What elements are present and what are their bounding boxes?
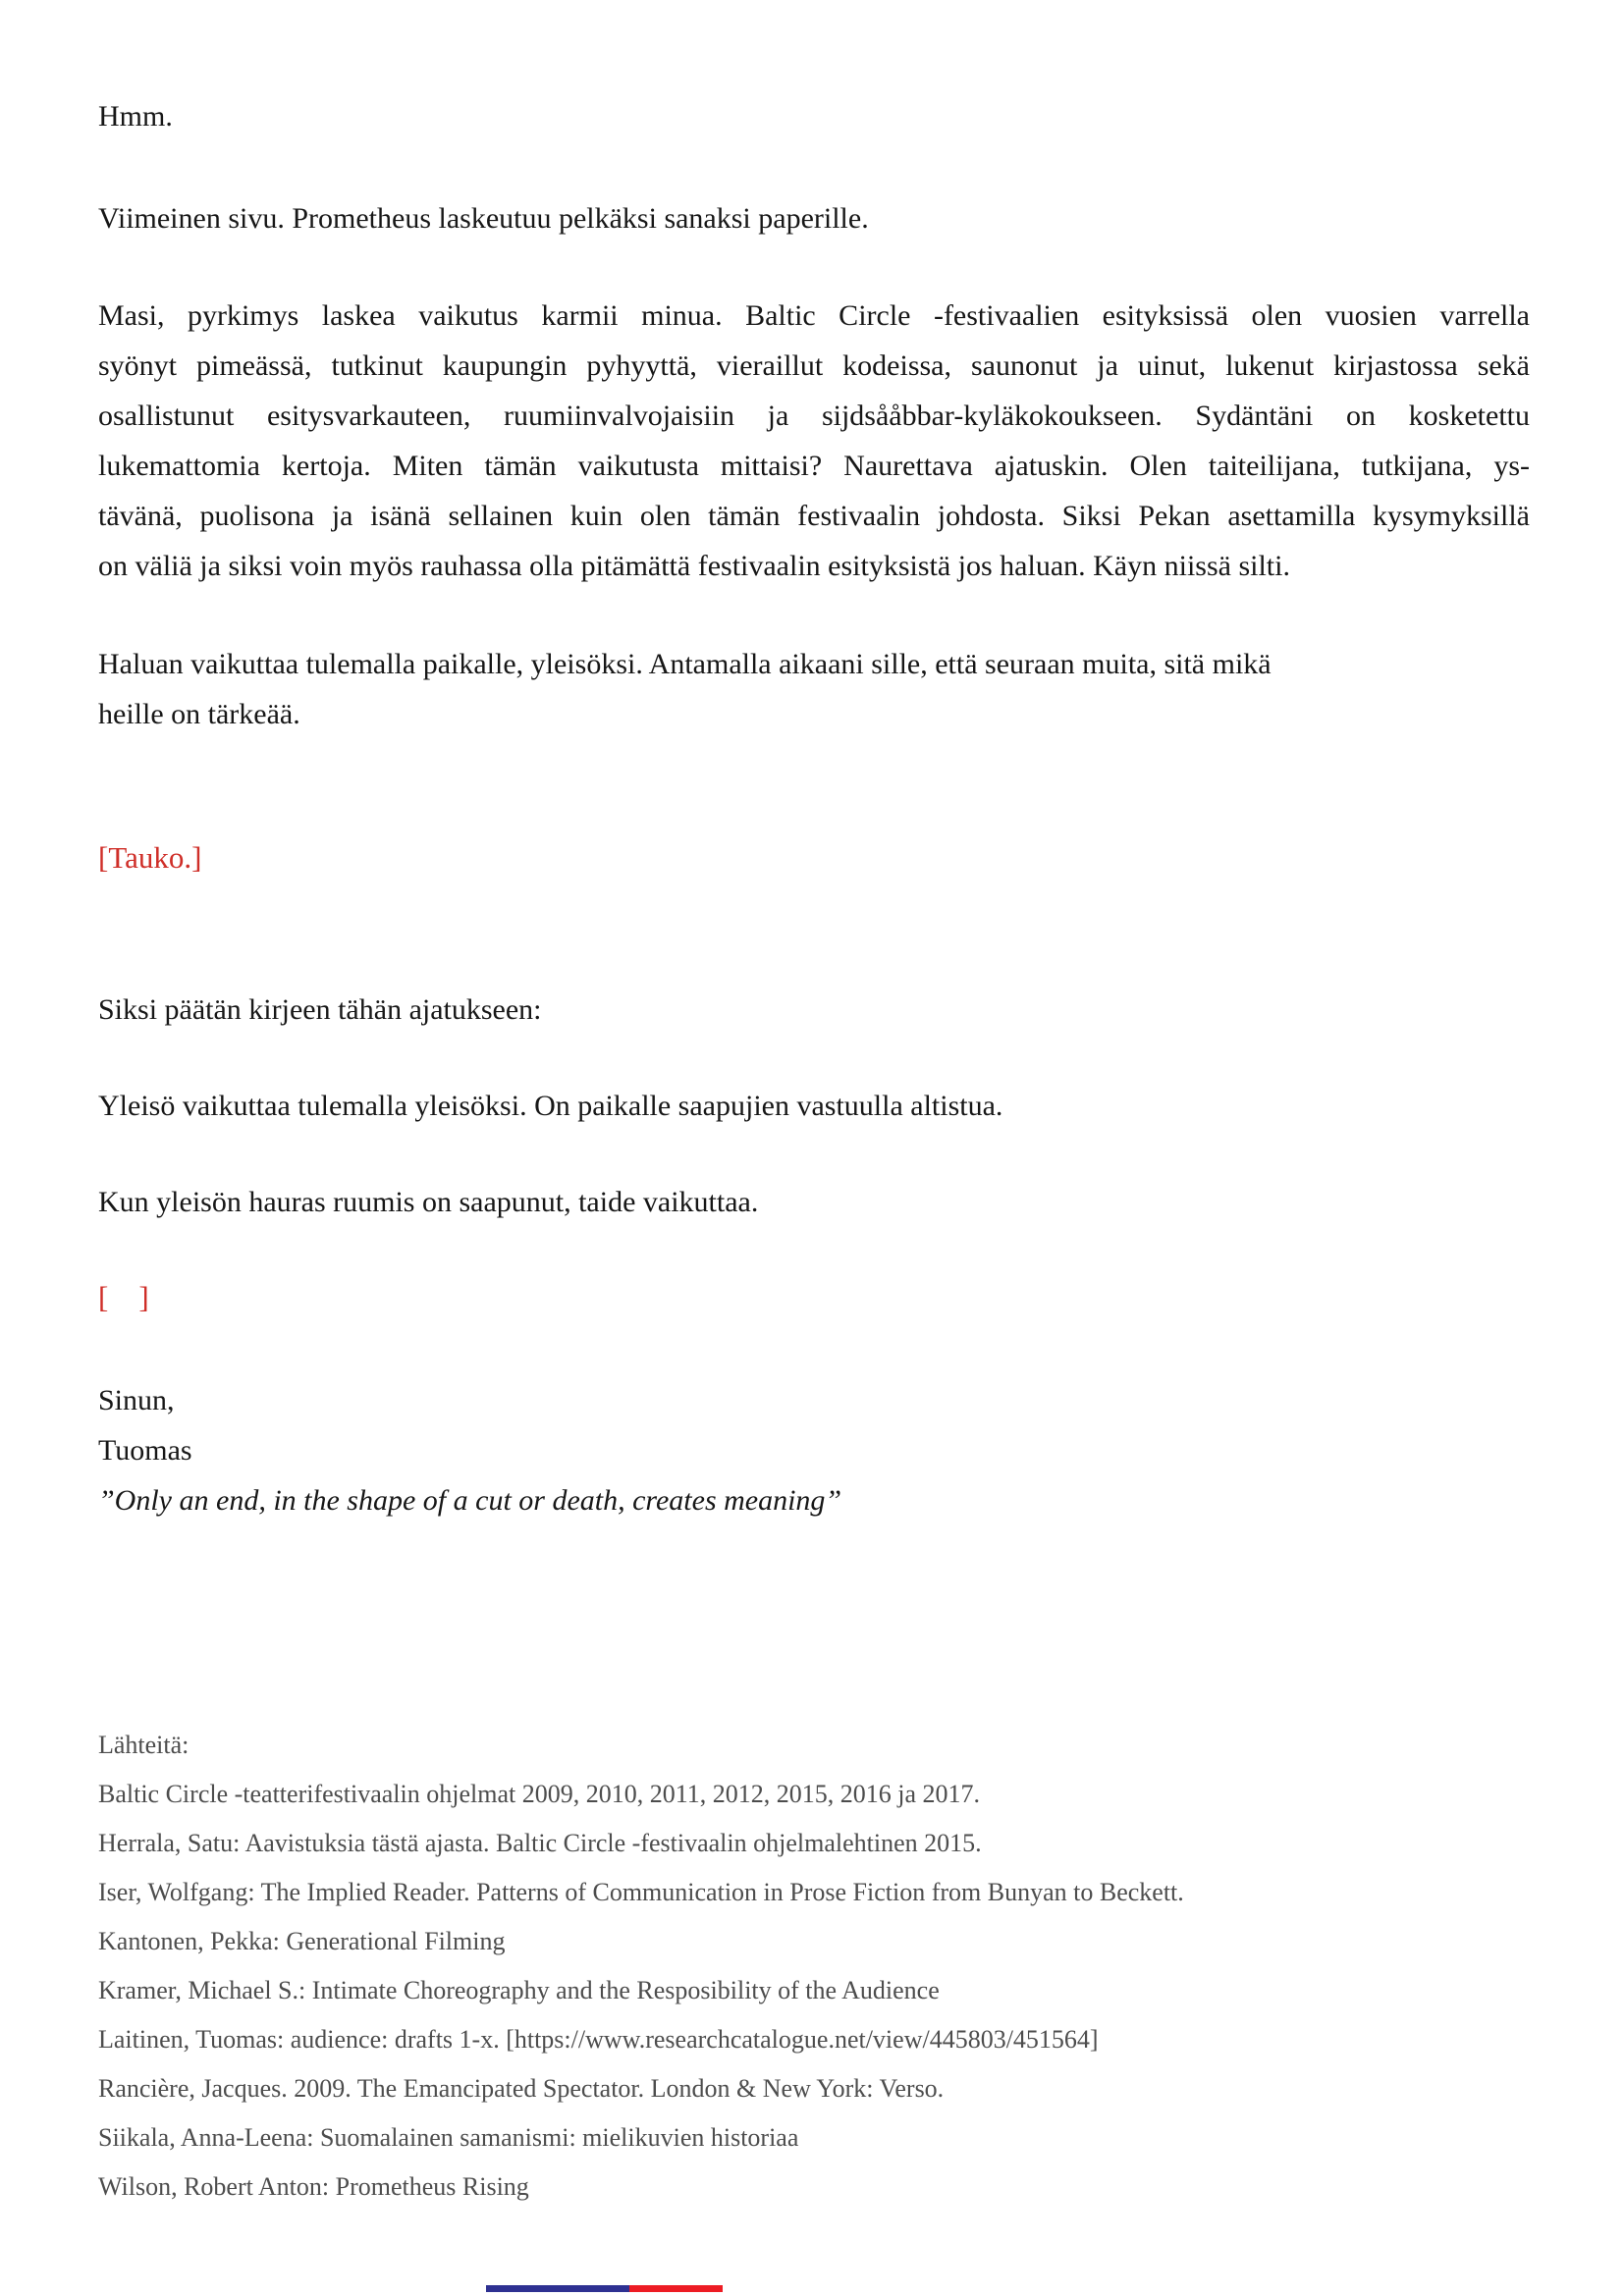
interjection-text: Hmm.	[98, 100, 173, 133]
influence-paragraph	[98, 639, 1530, 739]
paragraph-line: syönyt pimeässä, tutkinut kaupungin pyhyyttä, vieraillut kodeissa, saunonut ja uinut, lukenut kirjastossa sekä	[98, 349, 1530, 382]
empty-bracket-marker: [ ]	[98, 1280, 149, 1314]
reference-item: Siikala, Anna-Leena: Suomalainen samanismi: mielikuvien historiaa	[98, 2123, 799, 2152]
reference-item: Laitinen, Tuomas: audience: drafts 1-x. [https://www.researchcatalogue.net/view/445803/451564]	[98, 2025, 1099, 2054]
closing-intro: Siksi päätän kirjeen tähän ajatukseen:	[98, 993, 542, 1026]
influence-line: heille on tärkeää.	[98, 698, 300, 730]
footer-bar-blue-segment	[486, 2285, 629, 2292]
influence-line: Haluan vaikuttaa tulemalla paikalle, yleisöksi. Antamalla aikaani sille, että seuraan muita, sitä mikä	[98, 648, 1272, 680]
reference-item: Rancière, Jacques. 2009. The Emancipated Spectator. London & New York: Verso.	[98, 2074, 945, 2103]
reference-item: Kantonen, Pekka: Generational Filming	[98, 1927, 506, 1955]
paragraph-line: tävänä, puolisona ja isänä sellainen kuin olen tämän festivaalin johdosta. Siksi Pekan asettamilla kysymyksillä	[98, 500, 1530, 532]
paragraph-line: lukemattomia kertoja. Miten tämän vaikutusta mittaisi? Naurettava ajatuskin. Olen taiteilijana, tutkijana, ys-	[98, 450, 1530, 482]
reference-item: Baltic Circle -teatterifestivaalin ohjelmat 2009, 2010, 2011, 2012, 2015, 2016 ja 2017.	[98, 1780, 981, 1808]
reference-item: Herrala, Satu: Aavistuksia tästä ajasta. Baltic Circle -festivaalin ohjelmalehtinen 2015.	[98, 1829, 982, 1857]
paragraph-line: Masi, pyrkimys laskea vaikutus karmii minua. Baltic Circle -festivaalien esityksissä olen vuosien varrella	[98, 299, 1530, 332]
last-page-sentence: Viimeinen sivu. Prometheus laskeutuu pelkäksi sanaksi paperille.	[98, 202, 869, 235]
reference-item: Kramer, Michael S.: Intimate Choreography and the Resposibility of the Audience	[98, 1976, 940, 2004]
closing-quote: ”Only an end, in the shape of a cut or death, creates meaning”	[98, 1484, 842, 1517]
signature-name: Tuomas	[98, 1434, 192, 1467]
closing-thought-1: Yleisö vaikuttaa tulemalla yleisöksi. On paikalle saapujien vastuulla altistua.	[98, 1090, 1003, 1122]
closing-thought-2: Kun yleisön hauras ruumis on saapunut, taide vaikuttaa.	[98, 1186, 759, 1218]
footer-bar-red-segment	[629, 2285, 723, 2292]
reference-item: Iser, Wolfgang: The Implied Reader. Patterns of Communication in Prose Fiction from Bunyan to Beckett.	[98, 1878, 1184, 1906]
reference-item: Wilson, Robert Anton: Prometheus Rising	[98, 2172, 529, 2201]
references-section	[98, 1721, 1530, 2212]
paragraph-line: on väliä ja siksi voin myös rauhassa olla pitämättä festivaalin esityksistä jos haluan. Käyn niissä silti.	[98, 550, 1290, 582]
main-paragraph	[98, 291, 1530, 591]
signature-block	[98, 1375, 1530, 1525]
pause-marker: [Tauko.]	[98, 840, 202, 875]
signoff-text: Sinun,	[98, 1384, 175, 1416]
references-heading: Lähteitä:	[98, 1731, 189, 1759]
footer-logo-bar	[486, 2285, 723, 2292]
paragraph-line: osallistunut esitysvarkauteen, ruumiinvalvojaisiin ja sijdsååbbar-kyläkokoukseen. Sydäntäni on kosketettu	[98, 400, 1530, 432]
